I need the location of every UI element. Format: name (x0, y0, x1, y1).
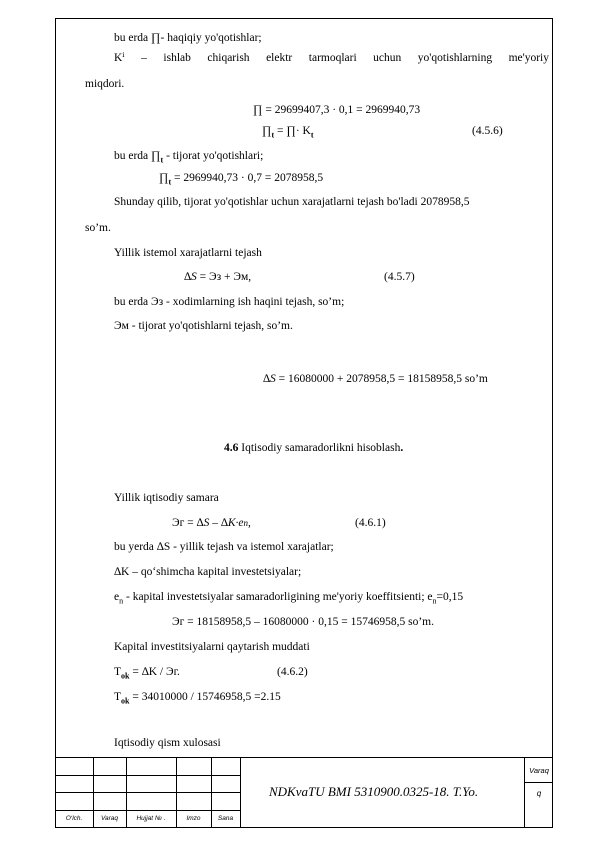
text-line: $e_n$ - kapital investetsiyalar samaradorligining me'yoriy koeffitsienti; $e_n=0,15$ (114, 591, 464, 606)
formula-4-6-1: Эг = ∆S – ∆К·еn, (172, 517, 251, 529)
text-line: Kapital investitsiyalarni qaytarish muddati (114, 641, 310, 653)
text-line: bu erda ∏- haqiqiy yo'qotishlar; (114, 32, 262, 44)
formula: ∆S = 16080000 + 2078958,5 = 18158958,5 so’m (263, 373, 488, 385)
caption-varaq: Varaq (100, 815, 119, 822)
caption-sana: Sana (217, 815, 234, 822)
formula-4-5-6: $\prod_t$ = ∏· $K_t$ (262, 125, 314, 140)
text-line: Yillik iqtisodiy samara (114, 492, 219, 504)
equation-number: (4.6.2) (277, 666, 308, 678)
text-line: Shunday qilib, tijorat yo'qotishlar uchun xarajatlarni tejash bo'ladi 2078958,5 (114, 196, 470, 208)
formula: $T_{ok} = 34010000 / 15746958,5 =2.15$ (114, 691, 281, 706)
text-line: bu yerda ∆S - yillik tejash va istemol xarajatlar; (114, 541, 334, 553)
text-line: Kⁱ – ishlab chiqarish elektr tarmoqlari uchun yo'qotishlarning me'yoriy (114, 52, 549, 64)
caption-hujjat: Hujjat № . (136, 815, 166, 822)
formula-4-5-7: ∆S = Эз + Эм, (184, 271, 252, 283)
text-line: Iqtisodiy qism xulosasi (114, 737, 221, 749)
text-line: bu erda Эз - xodimlarning ish haqini tejash, so’m; (114, 296, 345, 308)
text-line: Yillik istemol xarajatlarni tejash (114, 247, 262, 259)
formula-4-6-2: $T_{ok} = \Delta K$ / Эг. (114, 666, 180, 681)
text-line: ∆K – qo‘shimcha kapital investetsiyalar; (114, 566, 302, 578)
varaq-label: Varaq (529, 766, 549, 775)
section-heading: 4.6 Iqtisodiy samaradorlikni hisoblash. (224, 442, 404, 454)
caption-imzo: Imzo (186, 815, 201, 822)
equation-number: (4.6.1) (355, 517, 386, 529)
text-line: miqdori. (85, 78, 125, 90)
text-line: Эм - tijorat yo'qotishlarni tejash, so’m. (114, 320, 293, 332)
formula: Эг = 18158958,5 – 16080000 · 0,15 = 15746958,5 so’m. (172, 616, 434, 628)
formula: $\prod_t = 2969940,73 \cdot 0,7 = 2078958,5$ (159, 172, 324, 187)
document-number: NDKvaTU BMI 5310900.0325-18. T.Yo. (269, 784, 479, 799)
text-line: bu erda $\prod_t$ - tijorat yo'qotishlari; (114, 150, 264, 165)
caption-olch: O‘lch. (65, 815, 83, 822)
equation-number: (4.5.6) (472, 125, 503, 137)
formula: ∏ = 29699407,3 · 0,1 = 2969940,73 (253, 104, 421, 116)
title-block (55, 757, 553, 828)
page-number: q (536, 789, 542, 798)
equation-number: (4.5.7) (384, 271, 415, 283)
text-line: so’m. (85, 222, 111, 234)
